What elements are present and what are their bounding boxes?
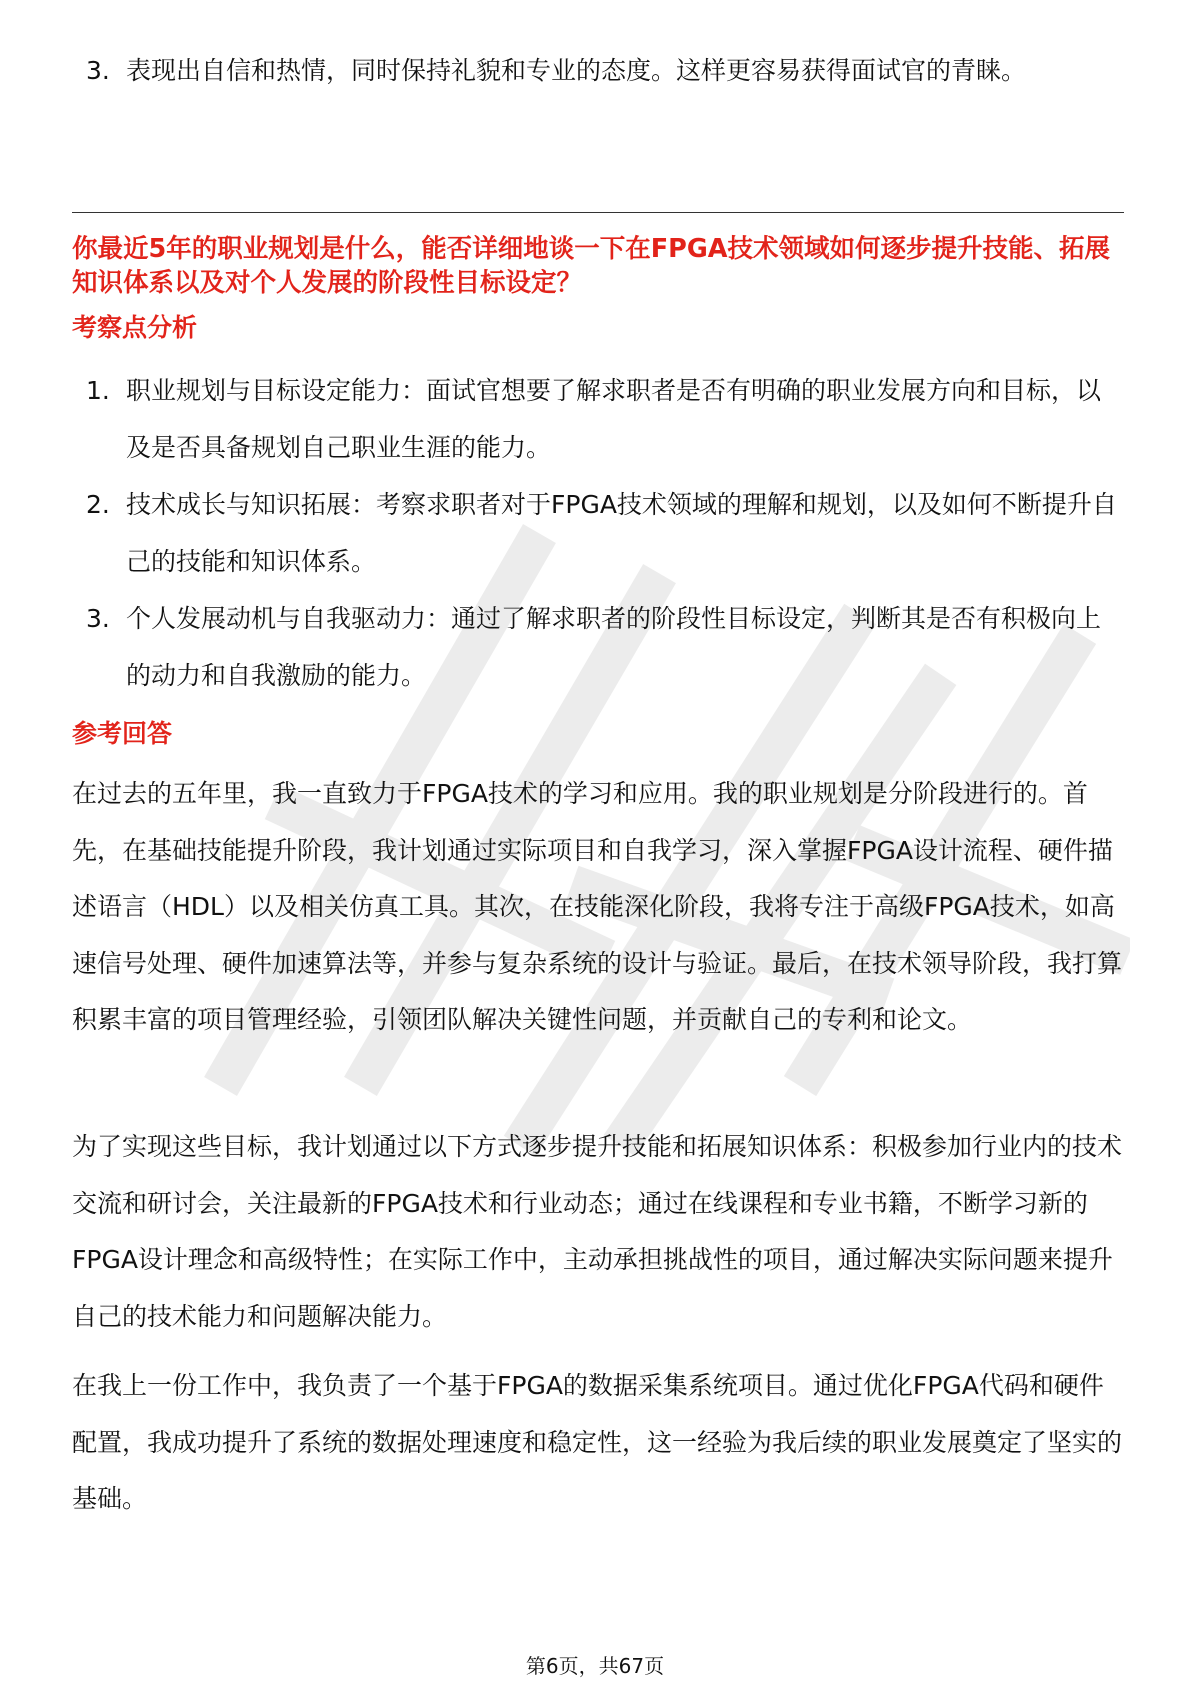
list-text: 技术成长与知识拓展：考察求职者对于FPGA技术领域的理解和规划，以及如何不断提升自己的技能和知识体系。 <box>126 490 1117 576</box>
top-list <box>72 42 1122 99</box>
answer-paragraph: 在我上一份工作中，我负责了一个基于FPGA的数据采集系统项目。通过优化FPGA代码和硬件配置，我成功提升了系统的数据处理速度和稳定性，这一经验为我后续的职业发展奠定了坚实的基础。 <box>72 1371 1123 1513</box>
list-number: 1. <box>86 376 110 405</box>
list-number: 3. <box>86 56 110 85</box>
list-item <box>72 42 1122 99</box>
answer-paragraph: 为了实现这些目标，我计划通过以下方式逐步提升技能和拓展知识体系：积极参加行业内的技术交流和研讨会，关注最新的FPGA技术和行业动态；通过在线课程和专业书籍，不断学习新的FPGA设计理念和高级特性；在实际工作中，主动承担挑战性的项目，通过解决实际问题来提升自己的技术能力和问题解决能力。 <box>72 1132 1123 1331</box>
list-item <box>72 476 1122 590</box>
list-item <box>72 590 1122 704</box>
list-number: 3. <box>86 604 110 633</box>
list-item <box>72 362 1122 476</box>
analysis-heading: 考察点分析 <box>72 313 198 342</box>
list-text: 个人发展动机与自我驱动力：通过了解求职者的阶段性目标设定，判断其是否有积极向上的动力和自我激励的能力。 <box>126 604 1102 690</box>
answer-heading: 参考回答 <box>72 719 173 748</box>
divider <box>72 212 1124 213</box>
list-text: 职业规划与目标设定能力：面试官想要了解求职者是否有明确的职业发展方向和目标，以及是否具备规划自己职业生涯的能力。 <box>126 376 1102 462</box>
question-title: 你最近5年的职业规划是什么，能否详细地谈一下在FPGA技术领域如何逐步提升技能、拓展知识体系以及对个人发展的阶段性目标设定？ <box>72 234 1111 298</box>
list-text: 表现出自信和热情，同时保持礼貌和专业的态度。这样更容易获得面试官的青睐。 <box>126 56 1027 85</box>
analysis-list <box>72 362 1122 704</box>
answer-paragraph: 在过去的五年里，我一直致力于FPGA技术的学习和应用。我的职业规划是分阶段进行的。首先，在基础技能提升阶段，我计划通过实际项目和自我学习，深入掌握FPGA设计流程、硬件描述语言（HDL）以及相关仿真工具。其次，在技能深化阶段，我将专注于高级FPGA技术，如高速信号处理、硬件加速算法等，并参与复杂系统的设计与验证。最后，在技术领导阶段，我打算积累丰富的项目管理经验，引领团队解决关键性问题，并贡献自己的专利和论文。 <box>72 779 1123 1034</box>
list-number: 2. <box>86 490 110 519</box>
page-footer: 第6页，共67页 <box>525 1654 665 1678</box>
